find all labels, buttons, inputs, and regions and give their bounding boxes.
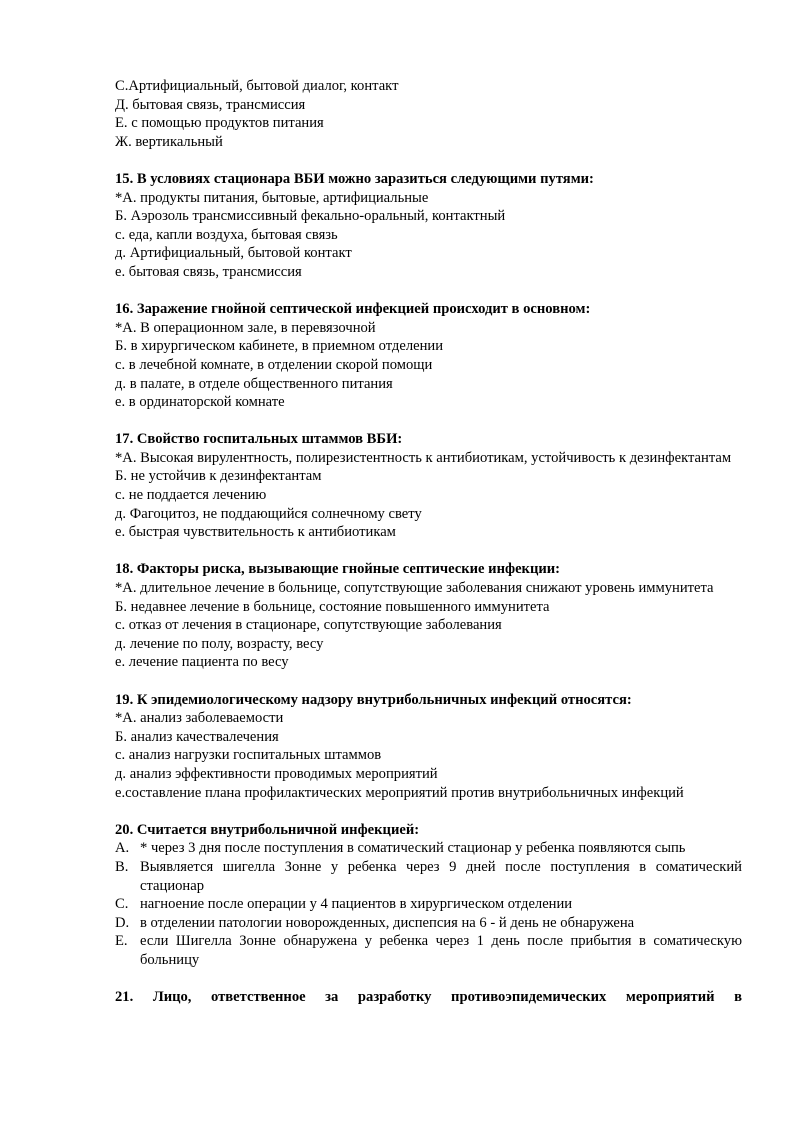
option-line: Ж. вертикальный [115, 133, 223, 150]
option-line: с. не поддается лечению [115, 487, 267, 504]
option-line: Б. Аэрозоль трансмиссивный фекально-оральный, контактный [115, 208, 506, 225]
question-21-title: 21. Лицо, ответственное за разработку противоэпидемических мероприятий в [115, 989, 742, 1006]
option-line: д. Фагоцитоз, не поддающийся солнечному свету [115, 505, 422, 522]
option-line: Д. бытовая связь, трансмиссия [115, 96, 306, 113]
option-line: с. в лечебной комнате, в отделении скорой помощи [115, 356, 433, 373]
option-line: С.Артифициальный, бытовой диалог, контакт [115, 78, 399, 94]
list-item [115, 914, 742, 933]
question-17-title: 17. Свойство госпитальных штаммов ВБИ: [115, 431, 403, 448]
question-20-title: 20. Считается внутрибольничной инфекцией: [115, 821, 420, 838]
option-line: Е. с помощью продуктов питания [115, 115, 324, 132]
option-line: *А. Высокая вирулентность, полирезистентность к антибиотикам, устойчивость к дезинфектантам [115, 449, 732, 466]
option-line: с. анализ нагрузки госпитальных штаммов [115, 747, 382, 764]
list-item-text: если Шигелла Зонне обнаружена у ребенка через 1 день после прибытия в соматическую больницу [140, 933, 742, 968]
option-line: Б. в хирургическом кабинете, в приемном отделении [115, 338, 444, 355]
option-line: Б. недавнее лечение в больнице, состояние повышенного иммунитета [115, 598, 550, 615]
page-content [115, 77, 742, 1007]
question-16-title: 16. Заражение гнойной септической инфекцией происходит в основном: [115, 301, 591, 318]
option-line: е. быстрая чувствительность к антибиотикам [115, 524, 396, 541]
option-line: е. в ординаторской комнате [115, 394, 285, 411]
list-marker: E. [115, 933, 128, 950]
list-marker: A. [115, 840, 130, 857]
list-marker: C. [115, 896, 129, 913]
list-marker: B. [115, 858, 129, 875]
option-line: е. лечение пациента по весу [115, 654, 289, 671]
list-item [115, 895, 742, 914]
question-15-title: 15. В условиях стационара ВБИ можно заразиться следующими путями: [115, 170, 594, 187]
option-line: е.составление плана профилактических мероприятий против внутрибольничных инфекций [115, 784, 684, 801]
option-line: д. анализ эффективности проводимых мероприятий [115, 765, 438, 782]
option-line: е. бытовая связь, трансмиссия [115, 263, 302, 280]
question-19-title: 19. К эпидемиологическому надзору внутрибольничных инфекций относятся: [115, 691, 632, 708]
list-item-text: в отделении патологии новорожденных, диспепсия на 6 - й день не обнаружена [140, 914, 635, 931]
option-line: *А. В операционном зале, в перевязочной [115, 319, 376, 336]
list-marker: D. [115, 914, 130, 931]
list-item-text: Выявляется шигелла Зонне у ребенка через 9 дней после поступления в соматический стационар [140, 858, 742, 894]
list-item [115, 858, 742, 895]
list-item [115, 932, 742, 969]
option-line: д. лечение по полу, возрасту, весу [115, 635, 324, 652]
option-line: д. в палате, в отделе общественного питания [115, 375, 393, 392]
question-18-title: 18. Факторы риска, вызывающие гнойные септические инфекции: [115, 561, 561, 578]
option-line: Б. анализ качествалечения [115, 728, 279, 745]
list-item-text: * через 3 дня после поступления в соматический стационар у ребенка появляются сыпь [140, 840, 686, 857]
option-line: *А. длительное лечение в больнице, сопутствующие заболевания снижают уровень иммунитета [115, 580, 714, 597]
option-line: д. Артифициальный, бытовой контакт [115, 245, 352, 262]
option-line: с. отказ от лечения в стационаре, сопутствующие заболевания [115, 617, 502, 634]
option-line: *А. продукты питания, бытовые, артифициальные [115, 189, 429, 206]
list-item [115, 839, 742, 858]
option-line: с. еда, капли воздуха, бытовая связь [115, 226, 338, 243]
option-line: Б. не устойчив к дезинфектантам [115, 468, 322, 485]
question-20-options [115, 839, 742, 969]
option-line: *А. анализ заболеваемости [115, 710, 284, 727]
list-item-text: нагноение после операции у 4 пациентов в хирургическом отделении [140, 896, 573, 913]
